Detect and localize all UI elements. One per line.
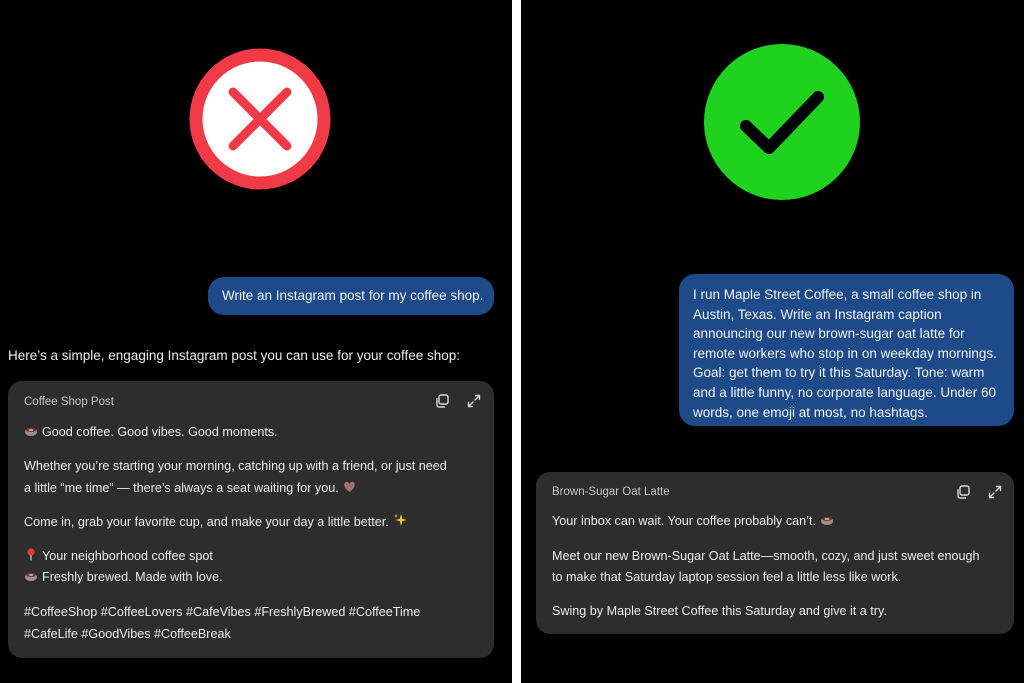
heart-emoji-icon — [343, 481, 356, 493]
pin-emoji-icon — [24, 547, 38, 561]
user-message: Write an Instagram post for my coffee shop. — [208, 277, 494, 315]
response-card — [8, 381, 494, 658]
card-line: Come in, grab your favorite cup, and make your day a little better. — [24, 512, 482, 533]
card-line: Swing by Maple Street Coffee this Saturday and give it a try. — [552, 604, 887, 618]
coffee-emoji-icon — [24, 423, 38, 437]
card-line: Meet our new Brown-Sugar Oat Latte—smooth, cozy, and just sweet enough — [552, 549, 980, 563]
copy-icon[interactable] — [434, 393, 450, 409]
copy-icon[interactable] — [955, 484, 971, 500]
card-line: to make that Saturday laptop session feel a little less like work. — [552, 570, 902, 584]
correct-icon — [702, 42, 862, 202]
sparkles-emoji-icon — [393, 513, 407, 527]
card-title: Brown-Sugar Oat Latte — [552, 486, 670, 498]
card-line: Your neighborhood coffee spot — [24, 546, 482, 567]
card-line: a little “me time” — there’s always a seat waiting for you. — [24, 478, 482, 499]
card-line: Good coffee. Good vibes. Good moments. — [24, 422, 482, 443]
incorrect-icon — [189, 48, 331, 190]
expand-icon[interactable] — [466, 393, 482, 409]
card-line: Your inbox can wait. Your coffee probably can’t. — [552, 511, 1002, 532]
coffee-emoji-icon — [820, 512, 834, 526]
card-line: #CoffeeShop #CoffeeLovers #CafeVibes #FreshlyBrewed #CoffeeTime — [24, 605, 421, 619]
assistant-intro: Here’s a simple, engaging Instagram post you can use for your coffee shop: — [8, 348, 461, 363]
expand-icon[interactable] — [987, 484, 1003, 500]
panel-good-prompt — [521, 0, 1024, 683]
card-line: Whether you’re starting your morning, catching up with a friend, or just need — [24, 459, 447, 473]
card-title: Coffee Shop Post — [24, 396, 114, 408]
user-message: I run Maple Street Coffee, a small coffee shop in Austin, Texas. Write an Instagram caption announcing our new brown-sugar oat latte for remote workers who stop in on weekday mornings. Goal: get them to try it this Saturday. Tone: warm and a little funny, no corporate language. Under 60 words, one emoji at most, no hashtags. — [679, 274, 1014, 426]
coffee-emoji-icon — [24, 568, 38, 582]
response-card — [536, 472, 1014, 634]
card-line: #CafeLife #GoodVibes #CoffeeBreak — [24, 627, 231, 641]
card-line: Freshly brewed. Made with love. — [24, 567, 482, 588]
